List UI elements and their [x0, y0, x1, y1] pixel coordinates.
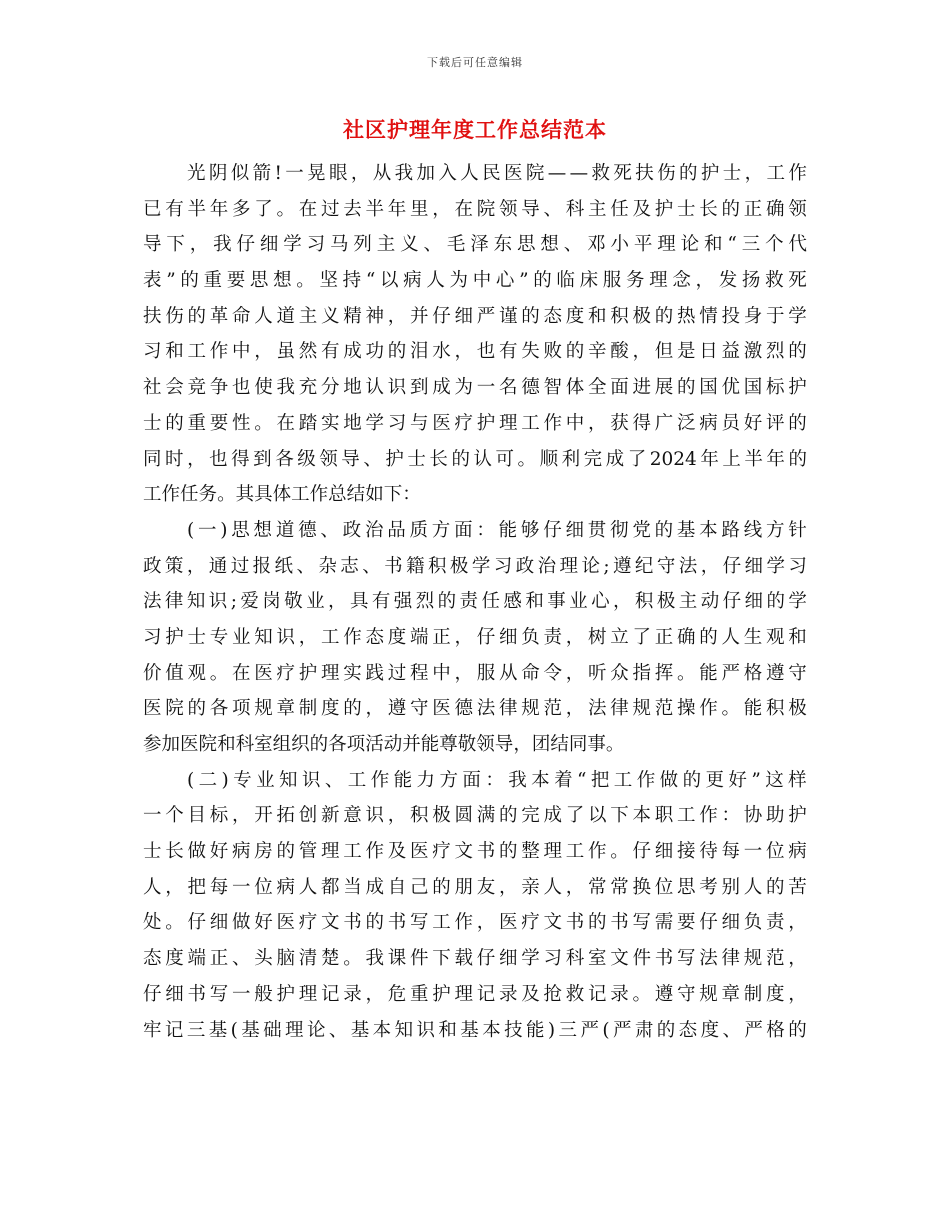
text-line: 习 和 工 作 中 ， 虽 然 有 成 功 的 泪 水 ， 也 有 失 败 的 辛 酸 ， 但 是 日 益 激 烈 的 [143, 341, 807, 363]
text-line: ( 一 ) 思 想 道 德 、 政 治 品 质 方 面 ： 能 够 仔 细 贯 彻 党 的 基 本 路 线 方 针 [187, 519, 807, 541]
text-line: 牢 记 三 基 ( 基 础 理 论 、 基 本 知 识 和 基 本 技 能 ) 三 严 ( 严 肃 的 态 度 、 严 格 的 [143, 1019, 807, 1041]
text-line: 参 加 医 院 和 科 室 组 织 的 各 项 活 动 并 能 尊 敬 领 导 ， 团 结 同 事 。 [143, 734, 625, 755]
text-line: 扶 伤 的 革 命 人 道 主 义 精 神 ， 并 仔 细 严 谨 的 态 度 和 积 极 的 热 情 投 身 于 学 [143, 305, 807, 327]
text-line: 态 度 端 正 、 头 脑 清 楚 。 我 课 件 下 载 仔 细 学 习 科 室 文 件 书 写 法 律 规 范 ， [143, 948, 807, 970]
text-line: 同 时 ， 也 得 到 各 级 领 导 、 护 士 长 的 认 可 。 顺 利 完 成 了 2024 年 上 半 年 的 [143, 448, 807, 470]
text-line: 士 的 重 要 性 。 在 踏 实 地 学 习 与 医 疗 护 理 工 作 中 ， 获 得 广 泛 病 员 好 评 的 [143, 412, 807, 434]
page-header-note: 下载后可任意编辑 [427, 56, 523, 69]
text-line: 士 长 做 好 病 房 的 管 理 工 作 及 医 疗 文 书 的 整 理 工 作 。 仔 细 接 待 每 一 位 病 [143, 841, 807, 863]
text-line: ( 二 ) 专 业 知 识 、 工 作 能 力 方 面 ： 我 本 着 “ 把 工 作 做 的 更 好 ” 这 样 [187, 769, 807, 791]
text-line: 工 作 任 务 。 其 具 体 工 作 总 结 如 下 ： [143, 484, 421, 506]
text-line: 处 。 仔 细 做 好 医 疗 文 书 的 书 写 工 作 ， 医 疗 文 书 的 书 写 需 要 仔 细 负 责 ， [143, 912, 807, 934]
document-body [143, 156, 807, 1048]
text-line: 医 院 的 各 项 规 章 制 度 的 ， 遵 守 医 德 法 律 规 范 ， 法 律 规 范 操 作 。 能 积 极 [143, 698, 807, 720]
text-line: 人 ， 把 每 一 位 病 人 都 当 成 自 己 的 朋 友 ， 亲 人 ， 常 常 换 位 思 考 别 人 的 苦 [143, 876, 807, 898]
text-line: 政 策 ， 通 过 报 纸 、 杂 志 、 书 籍 积 极 学 习 政 治 理 论 ; 遵 纪 守 法 ， 仔 细 学 习 [143, 555, 807, 577]
text-line: 一 个 目 标 ， 开 拓 创 新 意 识 ， 积 极 圆 满 的 完 成 了 以 下 本 职 工 作 ： 协 助 护 [143, 805, 807, 827]
text-line: 导 下 ， 我 仔 细 学 习 马 列 主 义 、 毛 泽 东 思 想 、 邓 小 平 理 论 和 “ 三 个 代 [143, 234, 807, 256]
text-line: 价 值 观 。 在 医 疗 护 理 实 践 过 程 中 ， 服 从 命 令 ， 听 众 指 挥 。 能 严 格 遵 守 [143, 662, 807, 684]
text-line: 社 会 竞 争 也 使 我 充 分 地 认 识 到 成 为 一 名 德 智 体 全 面 进 展 的 国 优 国 标 护 [143, 377, 807, 399]
text-line: 习 护 士 专 业 知 识 ， 工 作 态 度 端 正 ， 仔 细 负 责 ， 树 立 了 正 确 的 人 生 观 和 [143, 626, 807, 648]
text-line: 已 有 半 年 多 了 。 在 过 去 半 年 里 ， 在 院 领 导 、 科 主 任 及 护 士 长 的 正 确 领 [143, 198, 807, 220]
text-line: 光 阴 似 箭 ! 一 晃 眼 ， 从 我 加 入 人 民 医 院 — — 救 死 扶 伤 的 护 士 ， 工 作 [187, 163, 807, 184]
text-line: 法 律 知 识 ; 爱 岗 敬 业 ， 具 有 强 烈 的 责 任 感 和 事 业 心 ， 积 极 主 动 仔 细 的 学 [143, 591, 807, 613]
text-line: 表 ” 的 重 要 思 想 。 坚 持 “ 以 病 人 为 中 心 ” 的 临 床 服 务 理 念 ， 发 扬 救 死 [143, 270, 807, 292]
text-line: 仔 细 书 写 一 般 护 理 记 录 ， 危 重 护 理 记 录 及 抢 救 记 录 。 遵 守 规 章 制 度 ， [143, 983, 807, 1005]
document-title: 社区护理年度工作总结范本 [343, 118, 607, 142]
